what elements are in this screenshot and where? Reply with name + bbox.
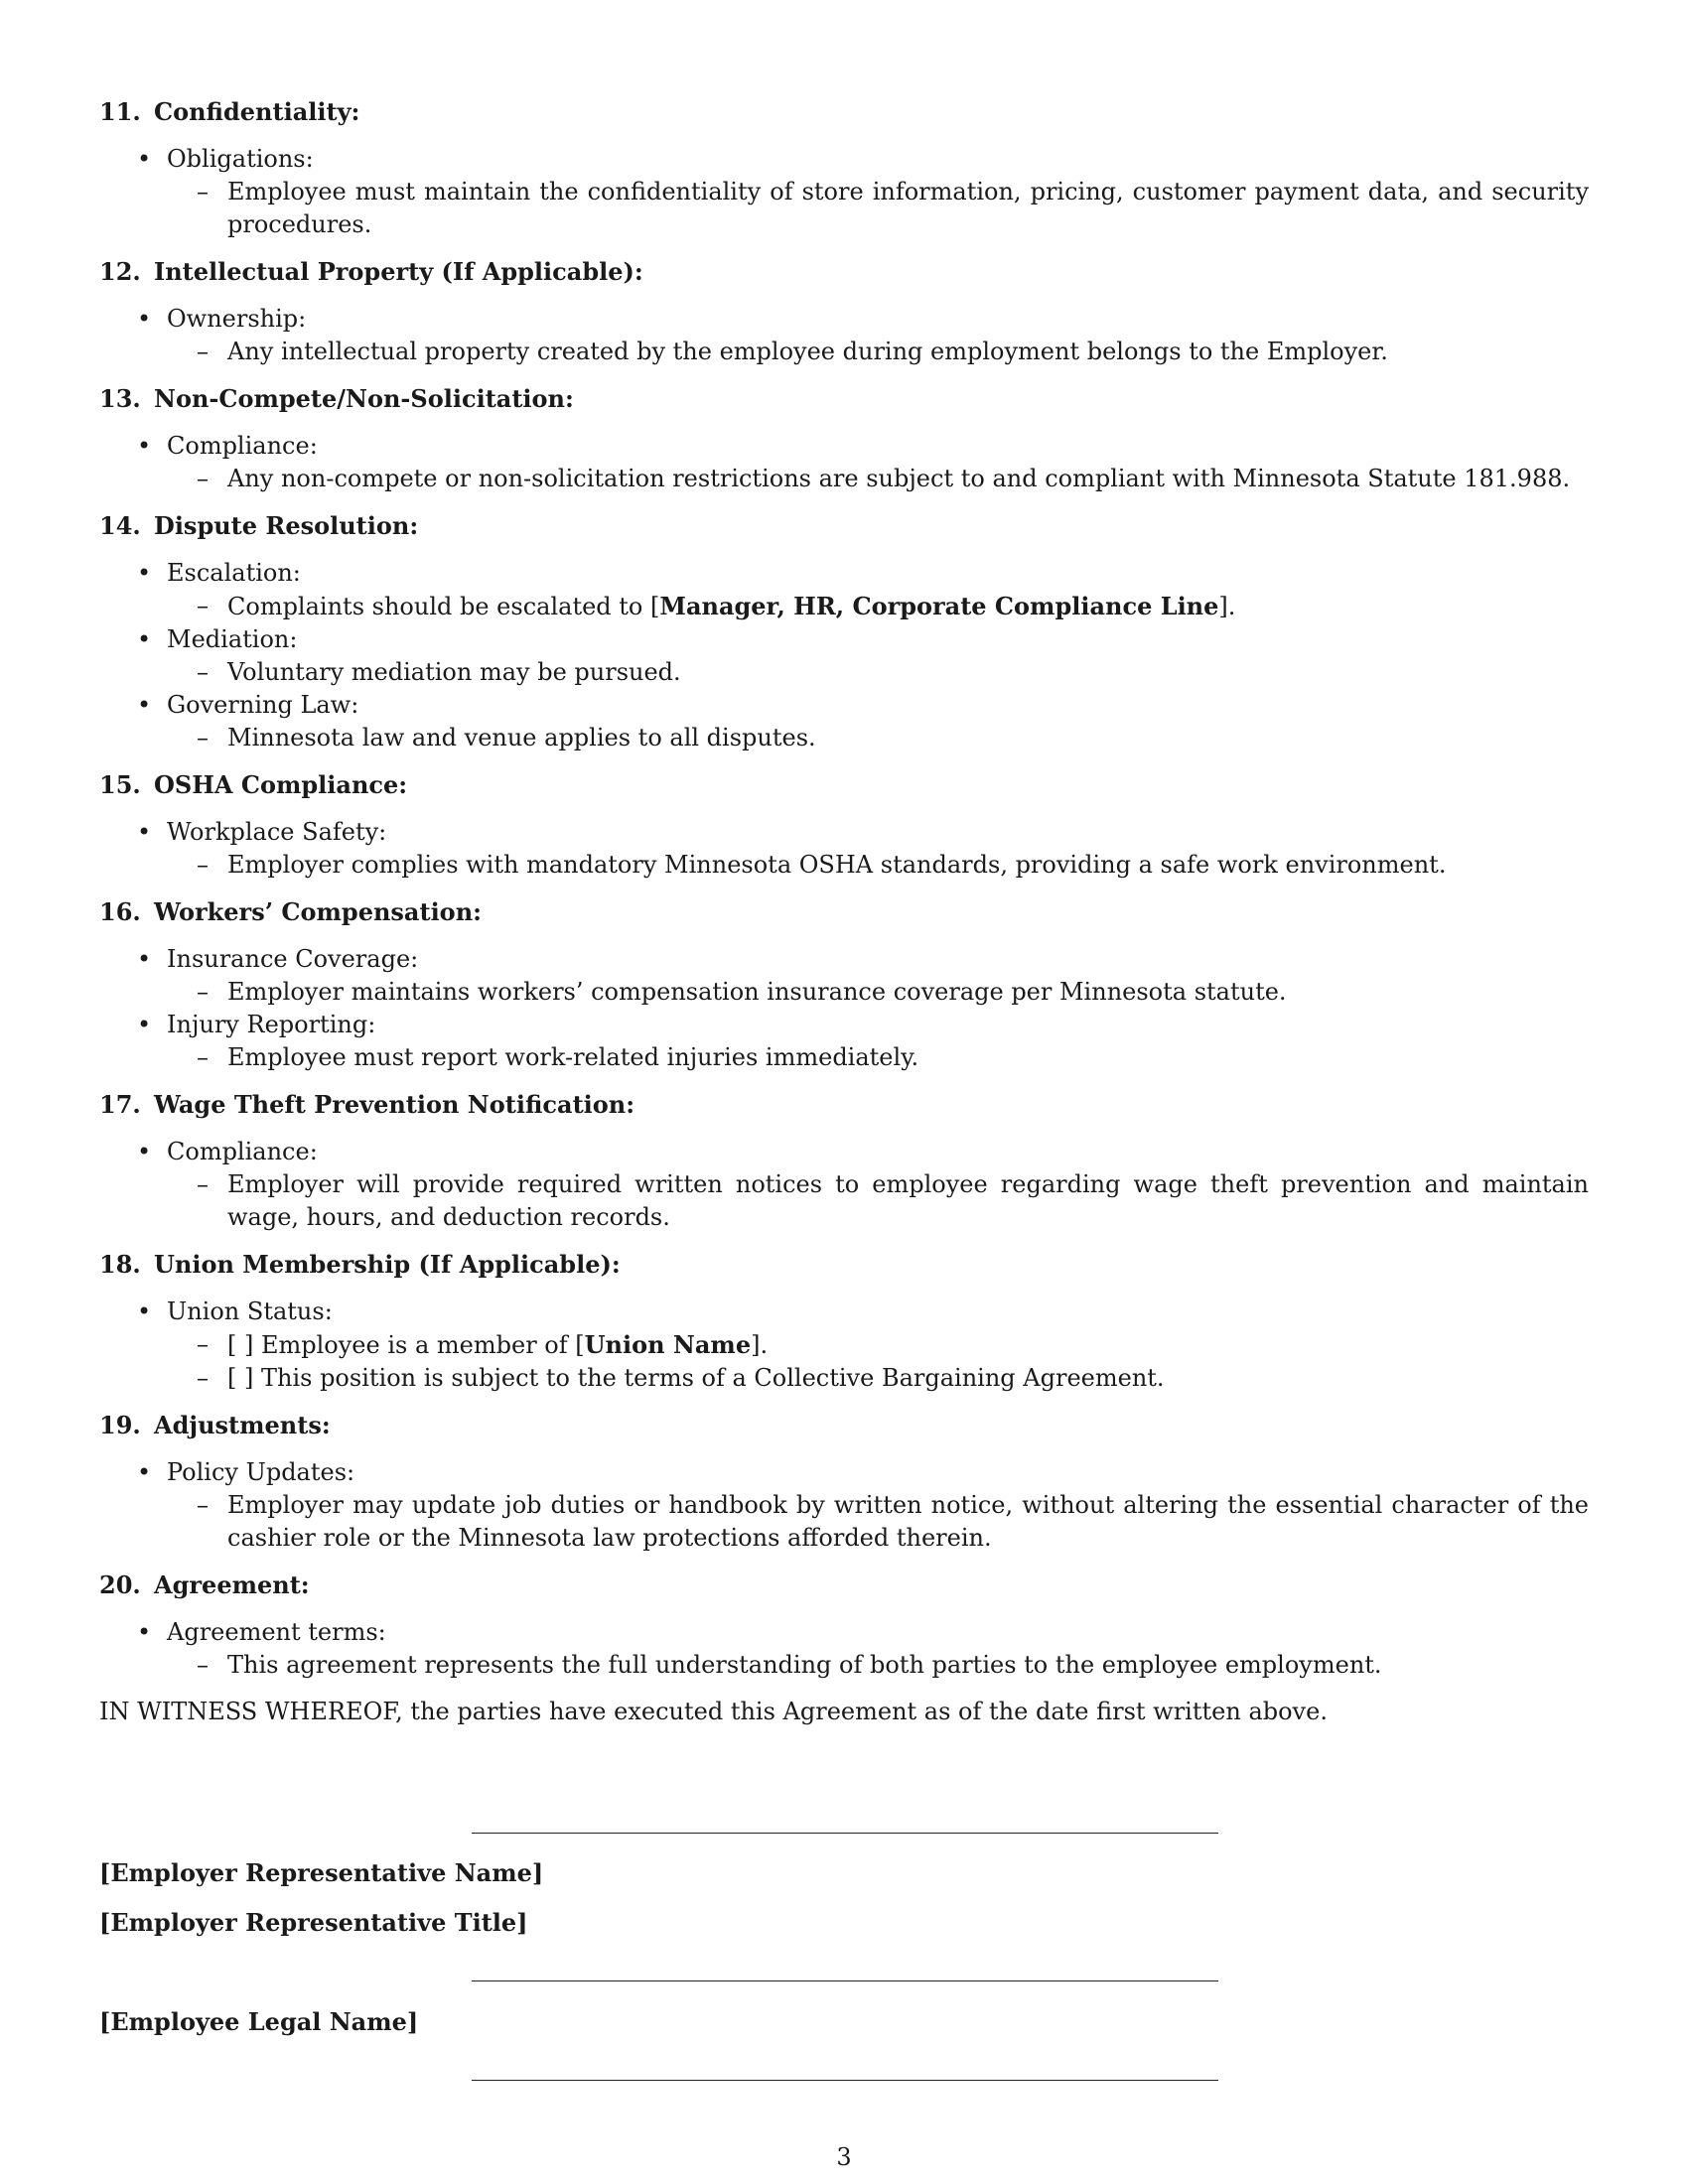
witness-statement: IN WITNESS WHEREOF, the parties have executed this Agreement as of the date first written above.	[99, 1698, 1328, 1725]
sub-item-text: Complaints should be escalated to [	[227, 593, 660, 620]
sub-item-text: Employee must report work-related injuries immediately.	[227, 1043, 919, 1071]
section-number: 19.	[99, 1411, 141, 1439]
sub-item	[99, 1362, 1589, 1395]
bullet-label: Ownership:	[167, 305, 307, 333]
bullet-item	[99, 689, 1589, 722]
bullet-label: Agreement terms:	[167, 1618, 386, 1646]
section-number: 20.	[99, 1570, 141, 1599]
dash-icon: –	[197, 724, 209, 751]
sub-item-suffix: ].	[1218, 593, 1236, 620]
bullet-item	[99, 557, 1589, 590]
bullet-icon: •	[137, 945, 152, 973]
section	[99, 1248, 1589, 1395]
section	[99, 509, 1589, 754]
section-title: Dispute Resolution:	[154, 511, 419, 540]
employee-signature-line	[472, 2080, 1218, 2081]
bullet-label: Workplace Safety:	[167, 818, 387, 846]
bullet-label: Compliance:	[167, 1138, 318, 1165]
section-title: OSHA Compliance:	[154, 770, 408, 799]
sub-item	[99, 1041, 1589, 1074]
section-number: 16.	[99, 897, 141, 926]
section-heading	[99, 255, 1589, 289]
bullet-icon: •	[137, 1011, 152, 1038]
bullet-label: Obligations:	[167, 145, 314, 173]
document-body	[99, 95, 1589, 1728]
section-title: Confidentiality:	[154, 97, 360, 126]
dash-icon: –	[197, 1491, 209, 1519]
placeholder-bold: Manager, HR, Corporate Compliance Line	[659, 592, 1219, 620]
sub-item	[99, 1649, 1589, 1682]
sub-item	[99, 1328, 1589, 1362]
bullet-item	[99, 1456, 1589, 1489]
section	[99, 1569, 1589, 1682]
bullet-label: Mediation:	[167, 625, 298, 653]
sub-item	[99, 1489, 1589, 1555]
bullet-item	[99, 943, 1589, 976]
sub-item-text: Employee must maintain the confidentiality of store information, pricing, customer payment data, and security procedures.	[227, 178, 1589, 238]
bullet-item	[99, 1136, 1589, 1168]
section-heading	[99, 382, 1589, 416]
dash-icon: –	[197, 1330, 209, 1358]
sub-item-text: [ ] Employee is a member of [	[227, 1331, 585, 1359]
bullet-label: Injury Reporting:	[167, 1011, 376, 1038]
dash-icon: –	[197, 978, 209, 1006]
section-number: 15.	[99, 770, 141, 799]
section	[99, 895, 1589, 1074]
bullet-item	[99, 303, 1589, 336]
dash-icon: –	[197, 465, 209, 492]
bullet-label: Compliance:	[167, 432, 318, 460]
employer-title-label: [Employer Representative Title]	[99, 1908, 528, 1937]
sub-item	[99, 176, 1589, 241]
section	[99, 382, 1589, 495]
sub-item	[99, 463, 1589, 495]
bullet-icon: •	[137, 1297, 152, 1325]
bullet-label: Insurance Coverage:	[167, 945, 419, 973]
page-number: 3	[836, 2143, 852, 2171]
bullet-icon: •	[137, 818, 152, 846]
dash-icon: –	[197, 1364, 209, 1392]
dash-icon: –	[197, 592, 209, 619]
bullet-icon: •	[137, 1618, 152, 1646]
section-title: Workers’ Compensation:	[154, 897, 482, 926]
section-title: Wage Theft Prevention Notification:	[154, 1090, 635, 1119]
sub-item-text: [ ] This position is subject to the terms of a Collective Bargaining Agreement.	[227, 1364, 1165, 1392]
section-number: 11.	[99, 97, 141, 126]
sub-item-text: Any intellectual property created by the employee during employment belongs to the Employer.	[227, 338, 1388, 365]
bullet-item	[99, 623, 1589, 656]
section-number: 18.	[99, 1250, 141, 1279]
section-heading	[99, 895, 1589, 929]
dash-icon: –	[197, 178, 209, 205]
bullet-icon: •	[137, 625, 152, 653]
sub-item-text: This agreement represents the full understanding of both parties to the employee employment.	[227, 1651, 1382, 1679]
sub-item-text: Voluntary mediation may be pursued.	[227, 658, 681, 686]
bullet-label: Escalation:	[167, 559, 301, 587]
section	[99, 1088, 1589, 1234]
sub-item-text: Employer complies with mandatory Minnesota OSHA standards, providing a safe work environment.	[227, 851, 1447, 879]
bullet-icon: •	[137, 1138, 152, 1165]
section-number: 14.	[99, 511, 141, 540]
section-number: 13.	[99, 384, 141, 413]
sub-item	[99, 976, 1589, 1009]
sub-item	[99, 590, 1589, 623]
employer-title-signature-line	[472, 1980, 1218, 1981]
section-heading	[99, 768, 1589, 802]
section-title: Non-Compete/Non-Solicitation:	[154, 384, 574, 413]
bullet-icon: •	[137, 305, 152, 333]
section-heading	[99, 1248, 1589, 1282]
bullet-item	[99, 1296, 1589, 1328]
bullet-icon: •	[137, 559, 152, 587]
dash-icon: –	[197, 1651, 209, 1679]
bullet-icon: •	[137, 1458, 152, 1486]
section	[99, 1409, 1589, 1555]
dash-icon: –	[197, 1170, 209, 1198]
section-title: Adjustments:	[154, 1411, 331, 1439]
sub-item	[99, 656, 1589, 689]
bullet-label: Policy Updates:	[167, 1458, 355, 1486]
section-heading	[99, 509, 1589, 543]
sub-item-text: Employer may update job duties or handbook by written notice, without altering the essential character of the cashier role or the Minnesota law protections afforded therein.	[227, 1491, 1589, 1552]
section-heading	[99, 1569, 1589, 1602]
bullet-item	[99, 430, 1589, 463]
bullet-icon: •	[137, 691, 152, 719]
employer-name-label: [Employer Representative Name]	[99, 1858, 544, 1887]
sub-item	[99, 722, 1589, 754]
bullet-icon: •	[137, 432, 152, 460]
bullet-item	[99, 1616, 1589, 1649]
sub-item-suffix: ].	[751, 1331, 769, 1359]
bullet-icon: •	[137, 145, 152, 173]
section-number: 17.	[99, 1090, 141, 1119]
section-title: Union Membership (If Applicable):	[154, 1250, 621, 1279]
sub-item	[99, 849, 1589, 882]
bullet-item	[99, 816, 1589, 849]
placeholder-bold: Union Name	[584, 1330, 752, 1359]
dash-icon: –	[197, 1043, 209, 1071]
employer-signature-line	[472, 1833, 1218, 1834]
sub-item	[99, 336, 1589, 368]
bullet-item	[99, 143, 1589, 176]
section	[99, 255, 1589, 368]
section	[99, 768, 1589, 882]
section-title: Agreement:	[154, 1570, 310, 1599]
section-number: 12.	[99, 257, 141, 286]
section-heading	[99, 1088, 1589, 1122]
sub-item-text: Employer will provide required written notices to employee regarding wage theft prevention and maintain wage, hours, and deduction records.	[227, 1170, 1589, 1231]
employee-name-label: [Employee Legal Name]	[99, 2007, 419, 2036]
dash-icon: –	[197, 658, 209, 686]
sub-item-text: Employer maintains workers’ compensation insurance coverage per Minnesota statute.	[227, 978, 1287, 1006]
sub-item-text: Any non-compete or non-solicitation restrictions are subject to and compliant with Minnesota Statute 181.988.	[227, 465, 1571, 492]
sub-item	[99, 1168, 1589, 1234]
section-title: Intellectual Property (If Applicable):	[154, 257, 643, 286]
section-heading	[99, 1409, 1589, 1442]
sub-item-text: Minnesota law and venue applies to all disputes.	[227, 724, 816, 751]
dash-icon: –	[197, 851, 209, 879]
section-heading	[99, 95, 1589, 129]
section	[99, 95, 1589, 241]
sections-list	[99, 95, 1589, 1682]
dash-icon: –	[197, 338, 209, 365]
bullet-label: Governing Law:	[167, 691, 359, 719]
bullet-label: Union Status:	[167, 1297, 333, 1325]
bullet-item	[99, 1009, 1589, 1041]
